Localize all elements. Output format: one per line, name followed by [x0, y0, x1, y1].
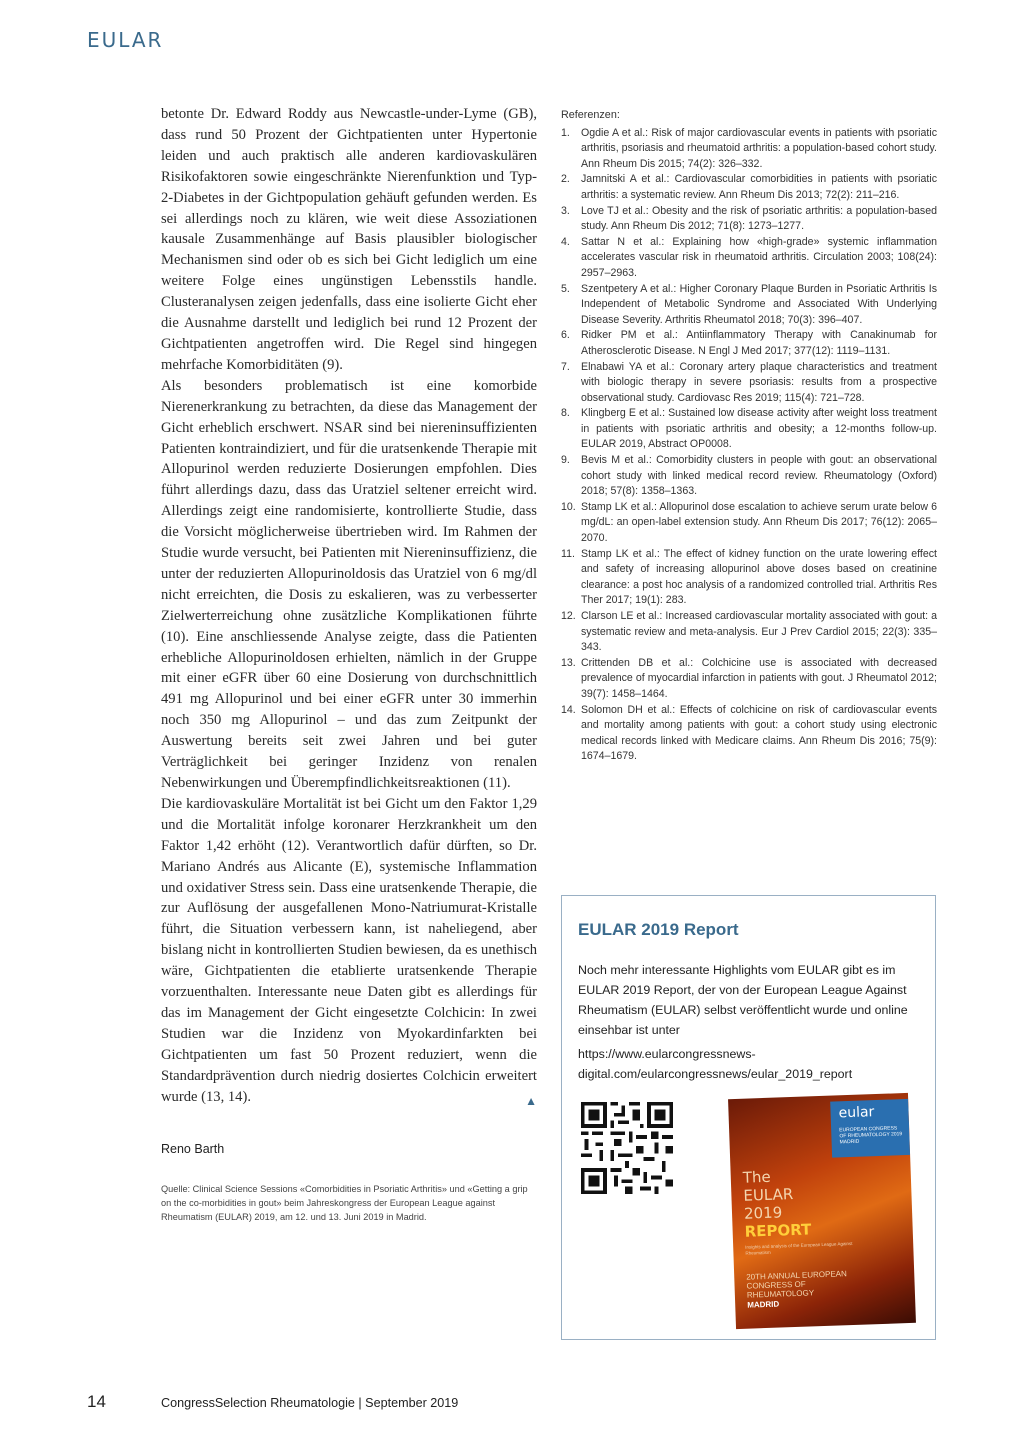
body-paragraph-text: Die kardiovaskuläre Mortalität ist bei Gicht um den Faktor 1,29 und die Mortalität infolge koronarer Herzkrankheit um den Faktor 1,42 erhöht (12). Verantwortlich dafür dürften, so Dr. Mariano Andrés aus Alicante (E), systemische Inflammation und oxidativer Stress sein. Dass eine uratsenkende Therapie, die zur Auflösung der ausgefallenen Mono-Natriumurat-Kristalle führt, die Situation verbessern kann, ist naheliegend, aber bislang nicht in kontrollierten Studien bewiesen, da es unethisch wäre, Gichtpatienten die etablierte uratsenkende Therapie vorzuenthalten. Interessante neue Daten gibt es allerdings für das im Management der Gicht eingesetzte Colchicin: In zwei Studien war die Inzidenz von Myokardinfarkten bei Gichtpatienten um fast 50 Prozent reduziert, wenn die Standardprävention durch niedrig dosiertes Colchicin erweitert wurde (13, 14).: [161, 795, 537, 1105]
header-title: EULAR: [87, 28, 164, 52]
references-heading: Referenzen:: [561, 109, 620, 121]
references: [561, 108, 937, 765]
cover-city: MADRID: [747, 1299, 780, 1310]
qr-code-icon[interactable]: [581, 1102, 673, 1194]
report-box-title: EULAR 2019 Report: [578, 920, 739, 939]
reference-number: 4.: [561, 235, 570, 248]
reference-number: 1.: [561, 126, 570, 139]
reference-text: Klingberg E et al.: Sustained low disease activity after weight loss treatment in patients with psoriatic arthritis and obesity; a 12-months follow-up. EULAR 2019, Abstract OP0008.: [581, 407, 937, 451]
article-body: [161, 104, 537, 1112]
report-cover-image[interactable]: [728, 1093, 916, 1329]
cover-badge-subtitle: EUROPEAN CONGRESS OF RHEUMATOLOGY 2019 MADRID: [839, 1125, 903, 1146]
reference-item: [561, 126, 937, 173]
reference-number: 8.: [561, 407, 570, 420]
reference-number: 13.: [561, 656, 576, 669]
reference-number: 5.: [561, 282, 570, 295]
reference-text: Jamnitski A et al.: Cardiovascular comorbidities in patients with psoriatic arthritis: a systematic review. Ann Rheum Dis 2013; 72(2): 211–216.: [581, 173, 937, 201]
body-paragraph: [161, 794, 537, 1108]
cover-title-report: REPORT: [744, 1220, 812, 1241]
references-list: [561, 126, 937, 765]
reference-text: Sattar N et al.: Explaining how «high-grade» systemic inflammation accelerates vascular risk in rheumatoid arthritis. Circulation 2003; 108(24): 2957–2963.: [581, 235, 937, 279]
reference-item: [561, 547, 937, 609]
reference-item: [561, 500, 937, 547]
reference-text: Bevis M et al.: Comorbidity clusters in people with gout: an observational cohort study with linked medical record review. Rheumatology (Oxford) 2018; 57(8): 1358–1363.: [581, 454, 937, 498]
reference-item: [561, 656, 937, 703]
reference-number: 10.: [561, 500, 576, 513]
cover-title-line: 2019: [743, 1203, 783, 1223]
reference-text: Clarson LE et al.: Increased cardiovascular mortality associated with gout: a systematic review and meta-analysis. Eur J Prev Cardiol 2015; 22(3): 335–343.: [581, 610, 937, 654]
reference-item: [561, 453, 937, 500]
reference-number: 14.: [561, 703, 576, 716]
reference-item: [561, 204, 937, 235]
reference-text: Elnabawi YA et al.: Coronary artery plaque characteristics and treatment with biologic therapy in severe psoriasis: results from a prospective observational study. Cardiovasc Res 2019; 115(4): 721–728.: [581, 360, 937, 404]
report-link[interactable]: https://www.eularcongressnews-digital.com/eularcongressnews/eular_2019_report: [578, 1047, 853, 1081]
reference-text: Solomon DH et al.: Effects of colchicine on risk of cardiovascular events and mortality among patients with gout: a cohort study using electronic medical records linked with Medicare claims. Ann Rheum Dis 2016; 75(9): 1674–1679.: [581, 703, 937, 763]
cover-title-line: EULAR: [743, 1184, 794, 1205]
report-box: [561, 895, 936, 1340]
reference-number: 11.: [561, 547, 575, 560]
cover-badge: [830, 1099, 910, 1158]
reference-text: Stamp LK et al.: Allopurinol dose escalation to achieve serum urate below 6 mg/dL: an open-label extension study. Ann Rheum Dis 2017; 76(12): 2065–2070.: [581, 500, 937, 545]
report-box-text: Noch mehr interessante Highlights vom EULAR gibt es im EULAR 2019 Report, der von der European League Against Rheumatism (EULAR) selbst veröffentlicht wurde und online einsehbar ist unter: [578, 963, 908, 1037]
author-name: Reno Barth: [161, 1142, 225, 1156]
reference-item: [561, 360, 937, 407]
reference-number: 7.: [561, 360, 570, 373]
cover-tagline: Insights and analysis of the European League Against Rheumatism: [745, 1240, 853, 1256]
reference-text: Ogdie A et al.: Risk of major cardiovascular events in patients with psoriatic arthritis, psoriasis and rheumatoid arthritis: a population-based cohort study. Ann Rheum Dis 2015; 74(2): 326–332.: [581, 126, 937, 170]
reference-item: [561, 609, 937, 656]
reference-number: 9.: [561, 454, 570, 467]
cover-congress: 20TH ANNUAL EUROPEAN CONGRESS OF RHEUMATOLOGY: [746, 1269, 847, 1300]
page-number: 14: [87, 1392, 106, 1411]
reference-text: Love TJ et al.: Obesity and the risk of psoriatic arthritis: a population-based study. Ann Rheum Dis 2012; 71(8): 1273–1277.: [581, 204, 937, 233]
reference-item: [561, 703, 937, 765]
reference-text: Crittenden DB et al.: Colchicine use is associated with decreased prevalence of myocardial infarction in patients with gout. J Rheumatol 2012; 39(7): 1458–1464.: [581, 656, 937, 700]
reference-item: [561, 172, 937, 203]
cover-title-line: The: [742, 1167, 771, 1187]
publication-footer: CongressSelection Rheumatologie | September 2019: [161, 1396, 459, 1410]
cover-logo: eular: [838, 1104, 875, 1122]
reference-number: 6.: [561, 329, 570, 342]
reference-item: [561, 282, 937, 329]
reference-text: Szentpetery A et al.: Higher Coronary Plaque Burden in Psoriatic Arthritis Is Independent of Metabolic Syndrome and Associated With Underlying Disease Severity. Arthritis Rheumatol 2018; 70(3): 396–407.: [581, 282, 937, 326]
reference-item: [561, 328, 937, 359]
body-paragraph: betonte Dr. Edward Roddy aus Newcastle-under-Lyme (GB), dass rund 50 Prozent der Gichtpatienten unter Hypertonie leiden und auch praktisch alle anderen kardiovaskulären Risikofaktoren sowie eingeschränkte Nierenfunktion und Typ-2-Diabetes in der Gichtpopulation gehäuft gefunden werden. Es sei allerdings noch zu klären, wie weit diese Assoziationen kausale Zusammenhänge auf Basis plausibler biologischer Mechanismen sind oder ob es sich bei Gicht lediglich um eine weitere Folge eines ungünstigen Lebensstils handle. Clusteranalysen zeigen jedenfalls, dass eine isolierte Gicht eher die Ausnahme darstellt und lediglich bei rund 12 Prozent der Gichtpatienten angetroffen wird. Die Regel sind hingegen mehrfache Komorbiditäten (9).: [161, 106, 537, 373]
reference-number: 12.: [561, 610, 576, 622]
end-triangle-icon: ▲: [525, 1093, 537, 1108]
reference-number: 2.: [561, 173, 570, 186]
reference-text: Ridker PM et al.: Antiinflammatory Therapy with Canakinumab for Atherosclerotic Disease. N Engl J Med 2017; 377(12): 1119–1131.: [581, 329, 937, 357]
source-note: Quelle: Clinical Science Sessions «Comorbidities in Psoriatic Arthritis» und «Getting a grip on the co-morbidities in gout» beim Jahreskongress der European League against Rheumatism (EULAR) 2019, am 12. und 13. Juni 2019 in Madrid.: [161, 1184, 528, 1222]
reference-item: [561, 235, 937, 282]
reference-item: [561, 406, 937, 453]
reference-text: Stamp LK et al.: The effect of kidney function on the urate lowering effect and safety of increasing allopurinol above doses based on creatinine clearance: a post hoc analysis of a randomized controlled trial. Arthritis Res Ther 2017; 19(1): 283.: [581, 547, 937, 607]
body-paragraph: Als besonders problematisch ist eine komorbide Nierenerkrankung zu betrachten, da diese das Management der Gicht erheblich erschwert. NSAR sind bei niereninsuffizienten Patienten kontraindiziert, und für die uratsenkende Therapie mit Allopurinol werden reduzierte Dosierungen empfohlen. Dies führt allerdings dazu, dass das Uratziel seltener erreicht wird. Allerdings zeigt eine randomisierte, kontrollierte Studie, dass die Vorsicht möglicherweise übertrieben wird. Im Rahmen der Studie wurde versucht, bei Patienten mit Niereninsuffizienz, die unter der reduzierten Allopurinoldosis das Uratziel von 6 mg/dl nicht erreichten, die Dosis zu eskalieren, was zu verbesserter Zielwerterreichung ohne zusätzliche Komplikationen führte (10). Eine anschliessende Analyse zeigte, dass die Patienten erhebliche Allopurinoldosen erhielten, nämlich in der Gruppe mit einer eGFR über 60 eine Dosierung von durchschnittlich 491 mg Allopurinol und bei einer eGFR unter 30 immerhin noch 350 mg Allopurinol – und das zum Zeitpunkt der Auswertung bereits seit zwei Jahren und bei guter Verträglichkeit bei geringer Inzidenz von renalen Nebenwirkungen und Überempfindlichkeitsreaktionen (11).: [161, 377, 537, 791]
reference-number: 3.: [561, 204, 570, 217]
